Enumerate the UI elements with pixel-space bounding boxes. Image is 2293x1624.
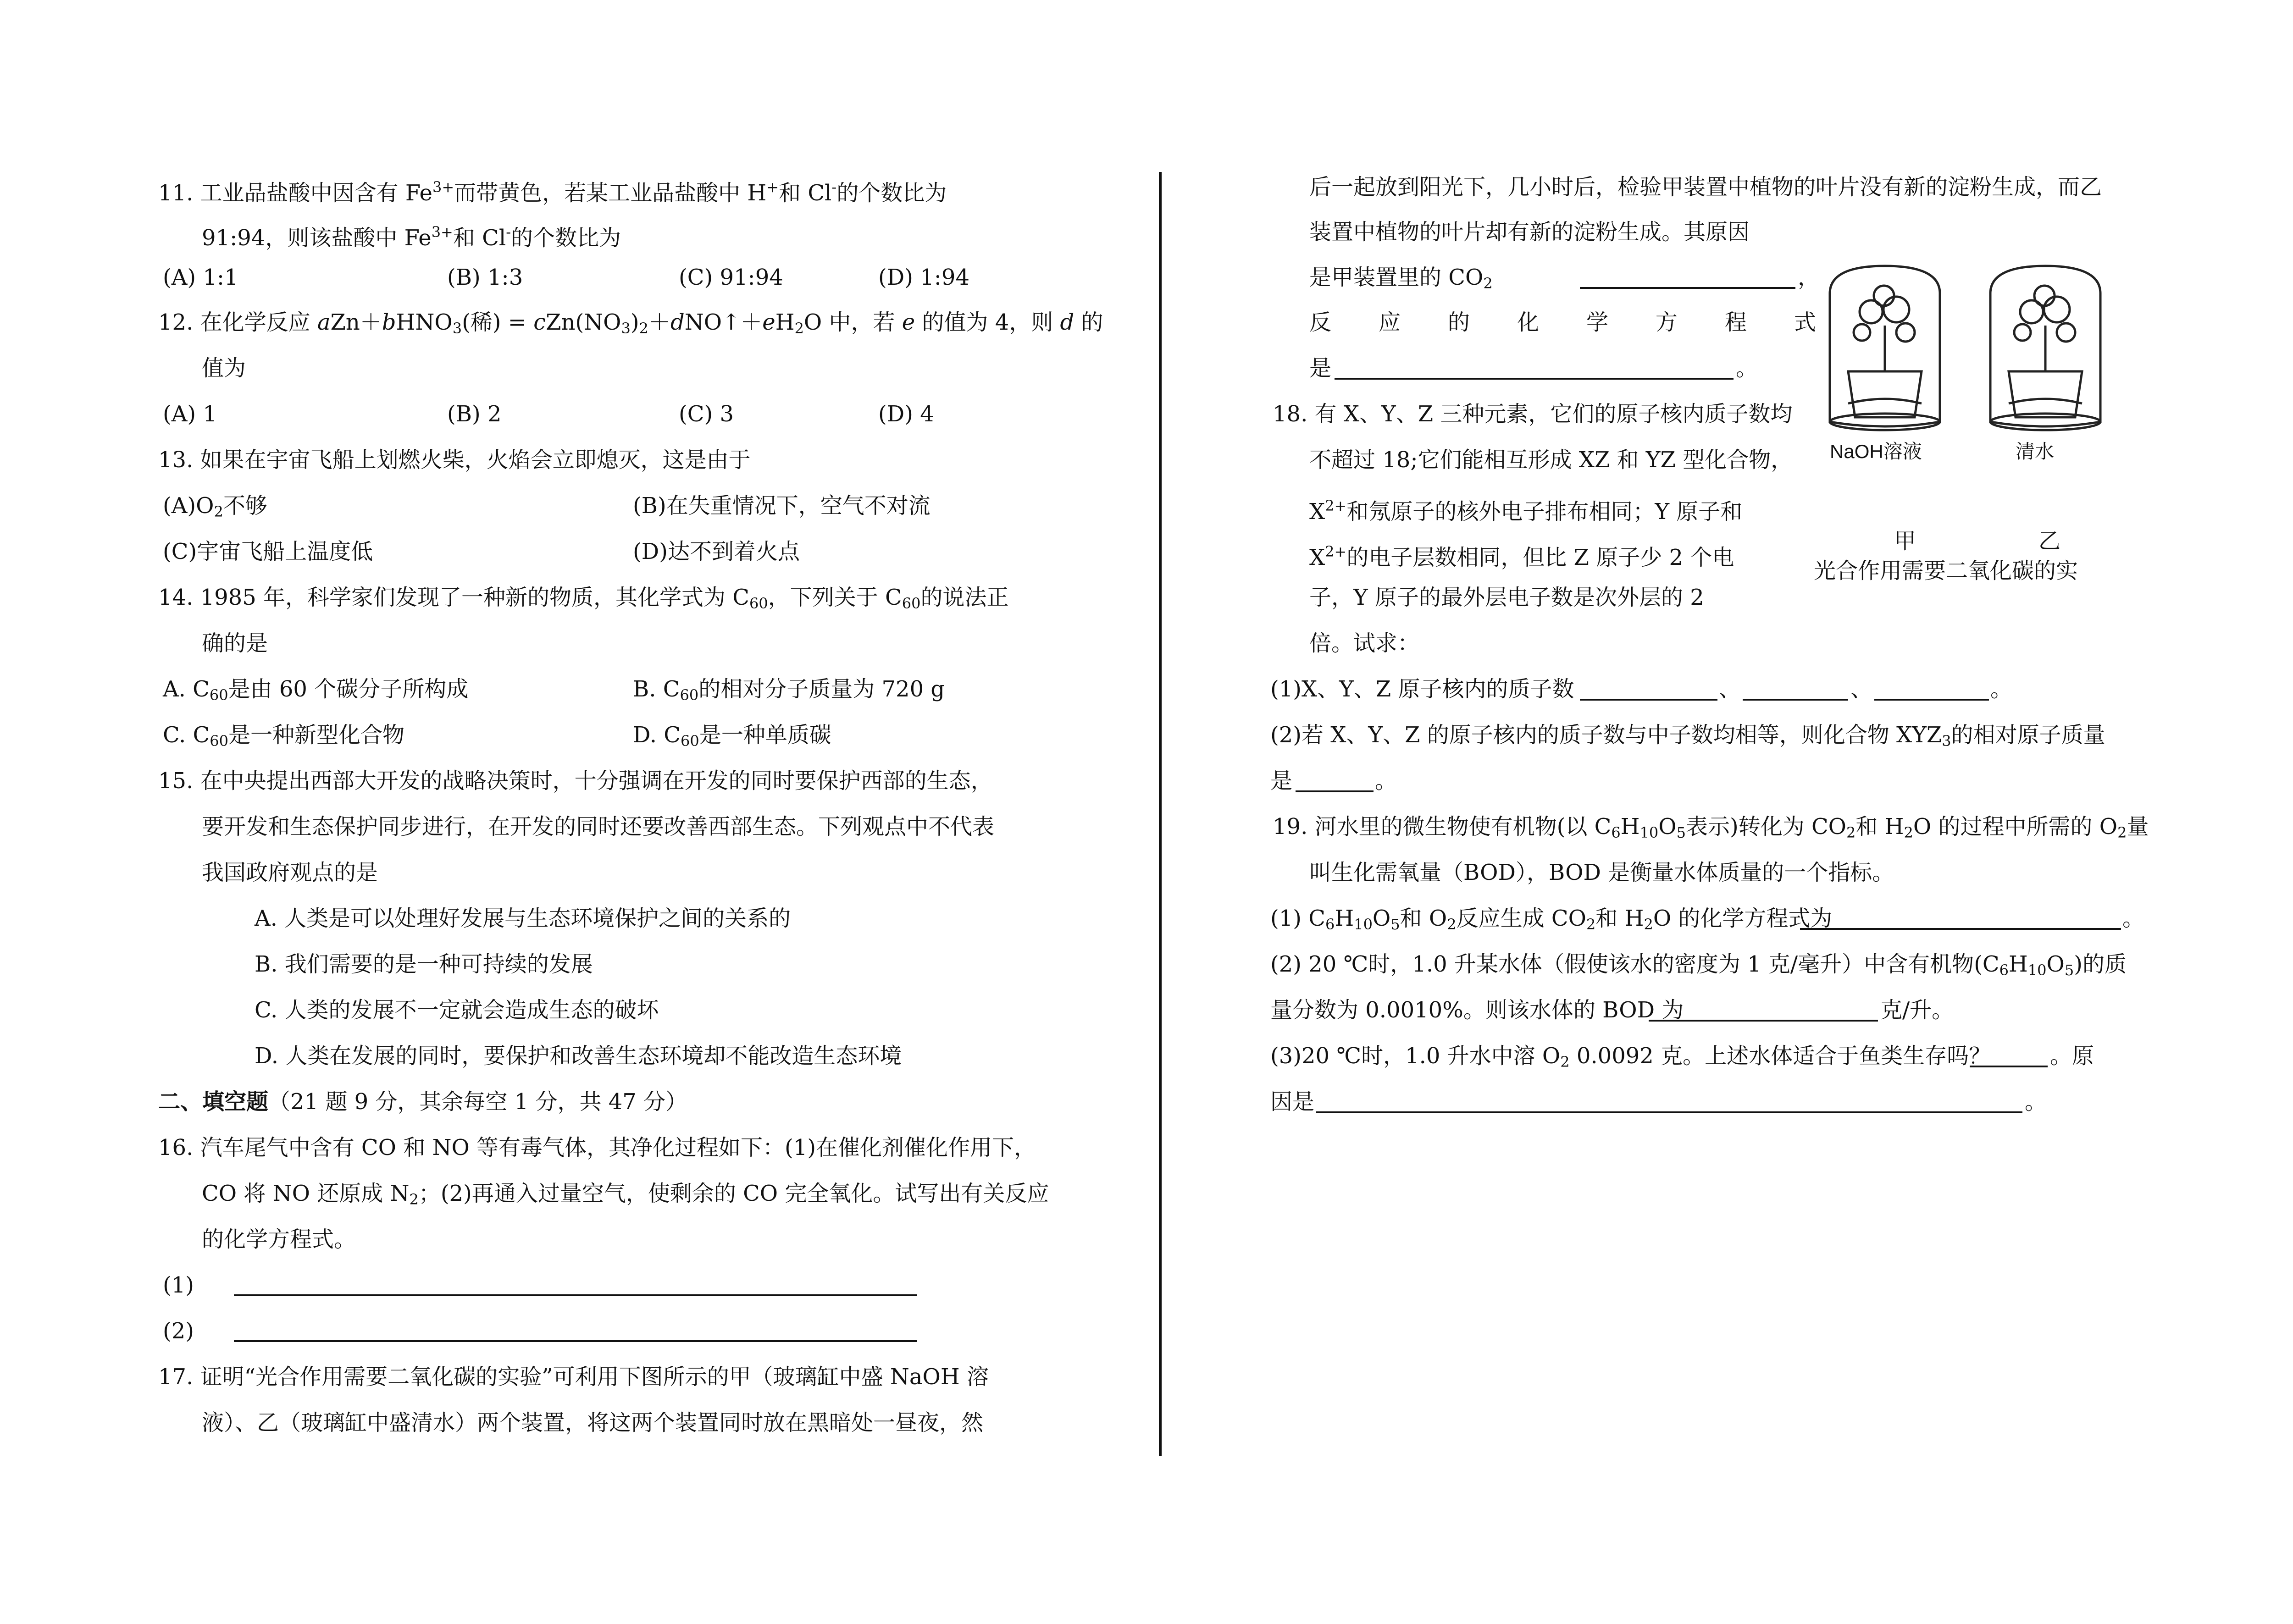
q19-bod-unit: 克/升。 <box>1880 997 1954 1023</box>
q19-line1: 19. 河水里的微生物使有机物(以 $C_6H_{10}O_5$表示)转化为 $CO_2$和 $H_2O$ 的过程中所需的 $O_2$量 <box>1273 814 2149 841</box>
q11-line2: 91:94，则该盐酸中 $Fe^{3+}$和 Cl-的个数比为 <box>202 223 621 251</box>
q19-line2: 叫生化需氧量（BOD），BOD 是衡量水体质量的一个指标。 <box>1309 860 1894 885</box>
q18-line3: $X^{2+}$和氖原子的核外电子排布相同；Y 原子和 <box>1309 497 1743 525</box>
q16-answer-1-blank[interactable] <box>234 1273 917 1296</box>
jar-right-icon <box>1990 266 2100 430</box>
q17-reason-comma: ， <box>1798 265 1820 290</box>
q16-line3: 的化学方程式。 <box>202 1226 356 1252</box>
q15-option-d: D. 人类在发展的同时，要保护和改善生态环境却不能改造生态环境 <box>255 1043 902 1069</box>
q13-option-b: (B)在失重情况下，空气不对流 <box>633 493 930 519</box>
q17-equation-label: 反 应 的 化 学 方 程 式 <box>1309 309 1816 335</box>
q18-line1: 18. 有 X、Y、Z 三种元素，它们的原子核内质子数均 <box>1273 401 1793 427</box>
q11-line1: 11. 工业品盐酸中因含有 $Fe^{3+}$而带黄色，若某工业品盐酸中 H+和 Cl-的个数比为 <box>158 178 947 206</box>
q17-equation-end: 。 <box>1736 355 1758 381</box>
q18-part2-blank[interactable] <box>1296 769 1374 792</box>
q12-option-a: (A) 1 <box>163 401 217 427</box>
q17-line1: 17. 证明“光合作用需要二氧化碳的实验”可利用下图所示的甲（玻璃缸中盛 NaOH 溶 <box>158 1364 989 1390</box>
q15-line1: 15. 在中央提出西部大开发的战略决策时，十分强调在开发的同时要保护西部的生态， <box>158 768 993 794</box>
q19-part3: (3)20 ℃时，1.0 升水中溶 $O_2$ 0.0092 克。上述水体适合于鱼类生存吗？ <box>1270 1043 1991 1071</box>
q15-option-b: B. 我们需要的是一种可持续的发展 <box>255 951 593 977</box>
q17-line2: 液）、乙（玻璃缸中盛清水）两个装置，将这两个装置同时放在黑暗处一昼夜，然 <box>202 1410 984 1436</box>
q16-line1: 16. 汽车尾气中含有 CO 和 NO 等有毒气体，其净化过程如下：(1)在催化剂催化作用下， <box>158 1135 1036 1160</box>
q14-line1: 14. 1985 年，科学家们发现了一种新的物质，其化学式为 $C_{60}$，下列关于 $C_{60}$的说法正 <box>158 585 1009 612</box>
q19-fish-blank[interactable] <box>1970 1044 2048 1067</box>
q18-part1-end: 。 <box>1990 676 2013 702</box>
q12-line2: 值为 <box>202 355 246 381</box>
q11-option-a: (A) 1:1 <box>163 265 238 290</box>
q13-option-a: $(A)O_2$不够 <box>163 493 267 520</box>
q14-line2: 确的是 <box>202 630 268 656</box>
q14-option-b: B. $C_{60}$的相对分子质量为 720 g <box>633 676 945 704</box>
jar-left-icon <box>1830 266 1940 430</box>
figure-label-water: 清水 <box>2016 440 2055 463</box>
q17-equation-prefix: 是 <box>1309 355 1332 381</box>
q17-equation-blank[interactable] <box>1335 357 1734 380</box>
q11-option-b: (B) 1:3 <box>447 265 523 290</box>
q12-option-c: (C) 3 <box>679 401 734 427</box>
q18-line2: 不超过 18;它们能相互形成 XZ 和 YZ 型化合物， <box>1309 447 1793 473</box>
experiment-figure <box>1816 257 2137 468</box>
q14-option-c: C. $C_{60}$是一种新型化合物 <box>163 722 404 750</box>
q18-part2-prefix: 是 <box>1270 768 1293 794</box>
q17-line3: 后一起放到阳光下，几小时后，检验甲装置中植物的叶片没有新的淀粉生成，而乙 <box>1309 174 2102 200</box>
q12-line1: 12. 在化学反应 aZn＋bHNO$_3$(稀) = $cZn(NO_3)_2+dNO↑+eH_2O$ 中，若 e 的值为 4，则 d 的 <box>158 309 1103 337</box>
figure-caption-jia: 甲 <box>1894 528 1916 554</box>
q19-bod-blank[interactable] <box>1649 999 1878 1022</box>
q12-option-d: (D) 4 <box>878 401 934 427</box>
q18-part2-end: 。 <box>1375 768 1397 794</box>
q13-option-d: (D)达不到着火点 <box>633 539 800 564</box>
q16-answer-2-label: (2) <box>163 1318 194 1344</box>
section-heading: 二、填空题（21 题 9 分，其余每空 1 分，共 47 分） <box>158 1089 688 1115</box>
q18-part1: (1)X、Y、Z 原子核内的质子数 <box>1270 676 1574 702</box>
q18-part2: (2)若 X、Y、Z 的原子核内的质子数与中子数均相等，则化合物 $XYZ_3$的相对原子质量 <box>1270 722 2105 750</box>
q18-part1-blank-y[interactable] <box>1743 678 1848 701</box>
q15-line3: 我国政府观点的是 <box>202 860 378 885</box>
q18-line5: 子，Y 原子的最外层电子数是次外层的 2 <box>1309 585 1704 610</box>
q18-part1-sep2: 、 <box>1850 676 1873 702</box>
q19-part1-blank[interactable] <box>1800 907 2121 930</box>
figure-label-naoh: NaOH溶液 <box>1830 441 1922 462</box>
q19-reason-end: 。 <box>2025 1089 2047 1115</box>
q19-part2-cont: 量分数为 0.0010%。则该水体的 BOD 为 <box>1270 997 1684 1023</box>
figure-caption: 光合作用需要二氧化碳的实 <box>1814 558 2078 584</box>
q19-part2: (2) 20 ℃时，1.0 升某水体（假使该水的密度为 1 克/毫升）中含有机物$(C_6H_{10}O_5)$的质 <box>1270 951 2127 979</box>
q19-part1-end: 。 <box>2122 906 2145 931</box>
q14-option-a: A. $C_{60}$是由 60 个碳分子所构成 <box>163 676 469 704</box>
q18-line6: 倍。试求： <box>1309 630 1420 656</box>
q11-option-d: (D) 1:94 <box>878 265 969 290</box>
q19-part1: (1) $C_6H_{10}O_5$和 $O_2$反应生成 $CO_2$和 $H_2O$ 的化学方程式为 <box>1270 906 1833 933</box>
q19-reason-prefix: 因是 <box>1270 1089 1315 1115</box>
q16-answer-1-label: (1) <box>163 1272 194 1298</box>
q16-line2: CO 将 NO 还原成 $N_2$；(2)再通入过量空气，使剩余的 CO 完全氧化。试写出有关反应 <box>202 1181 1049 1208</box>
q17-line5: 是甲装置里的 $CO_2$ <box>1309 265 1493 292</box>
q14-option-d: D. $C_{60}$是一种单质碳 <box>633 722 831 750</box>
q18-part1-blank-z[interactable] <box>1874 678 1989 701</box>
q15-option-c: C. 人类的发展不一定就会造成生态的破坏 <box>255 997 659 1023</box>
q15-option-a: A. 人类是可以处理好发展与生态环境保护之间的关系的 <box>255 906 791 931</box>
figure-caption-yi: 乙 <box>2038 528 2061 554</box>
q15-line2: 要开发和生态保护同步进行，在开发的同时还要改善西部生态。下列观点中不代表 <box>202 814 995 840</box>
q13-line1: 13. 如果在宇宙飞船上划燃火柴，火焰会立即熄灭，这是由于 <box>158 447 751 473</box>
q17-reason-blank[interactable] <box>1580 266 1795 289</box>
q17-line4: 装置中植物的叶片却有新的淀粉生成。其原因 <box>1309 219 1750 245</box>
q13-option-c: (C)宇宙飞船上温度低 <box>163 539 373 564</box>
q12-option-b: (B) 2 <box>447 401 502 427</box>
bell-jar-illustration <box>1816 257 2137 468</box>
q18-part1-blank-x[interactable] <box>1580 678 1717 701</box>
q19-reason-blank[interactable] <box>1316 1090 2022 1113</box>
column-divider <box>1159 172 1162 1456</box>
q11-option-c: (C) 91:94 <box>679 265 783 290</box>
q19-part3-end: 。原 <box>2050 1043 2094 1069</box>
q18-line4: $X^{2+}$的电子层数相同，但比 Z 原子少 2 个电 <box>1309 543 1734 570</box>
q18-part1-sep1: 、 <box>1719 676 1741 702</box>
q16-answer-2-blank[interactable] <box>234 1319 917 1342</box>
